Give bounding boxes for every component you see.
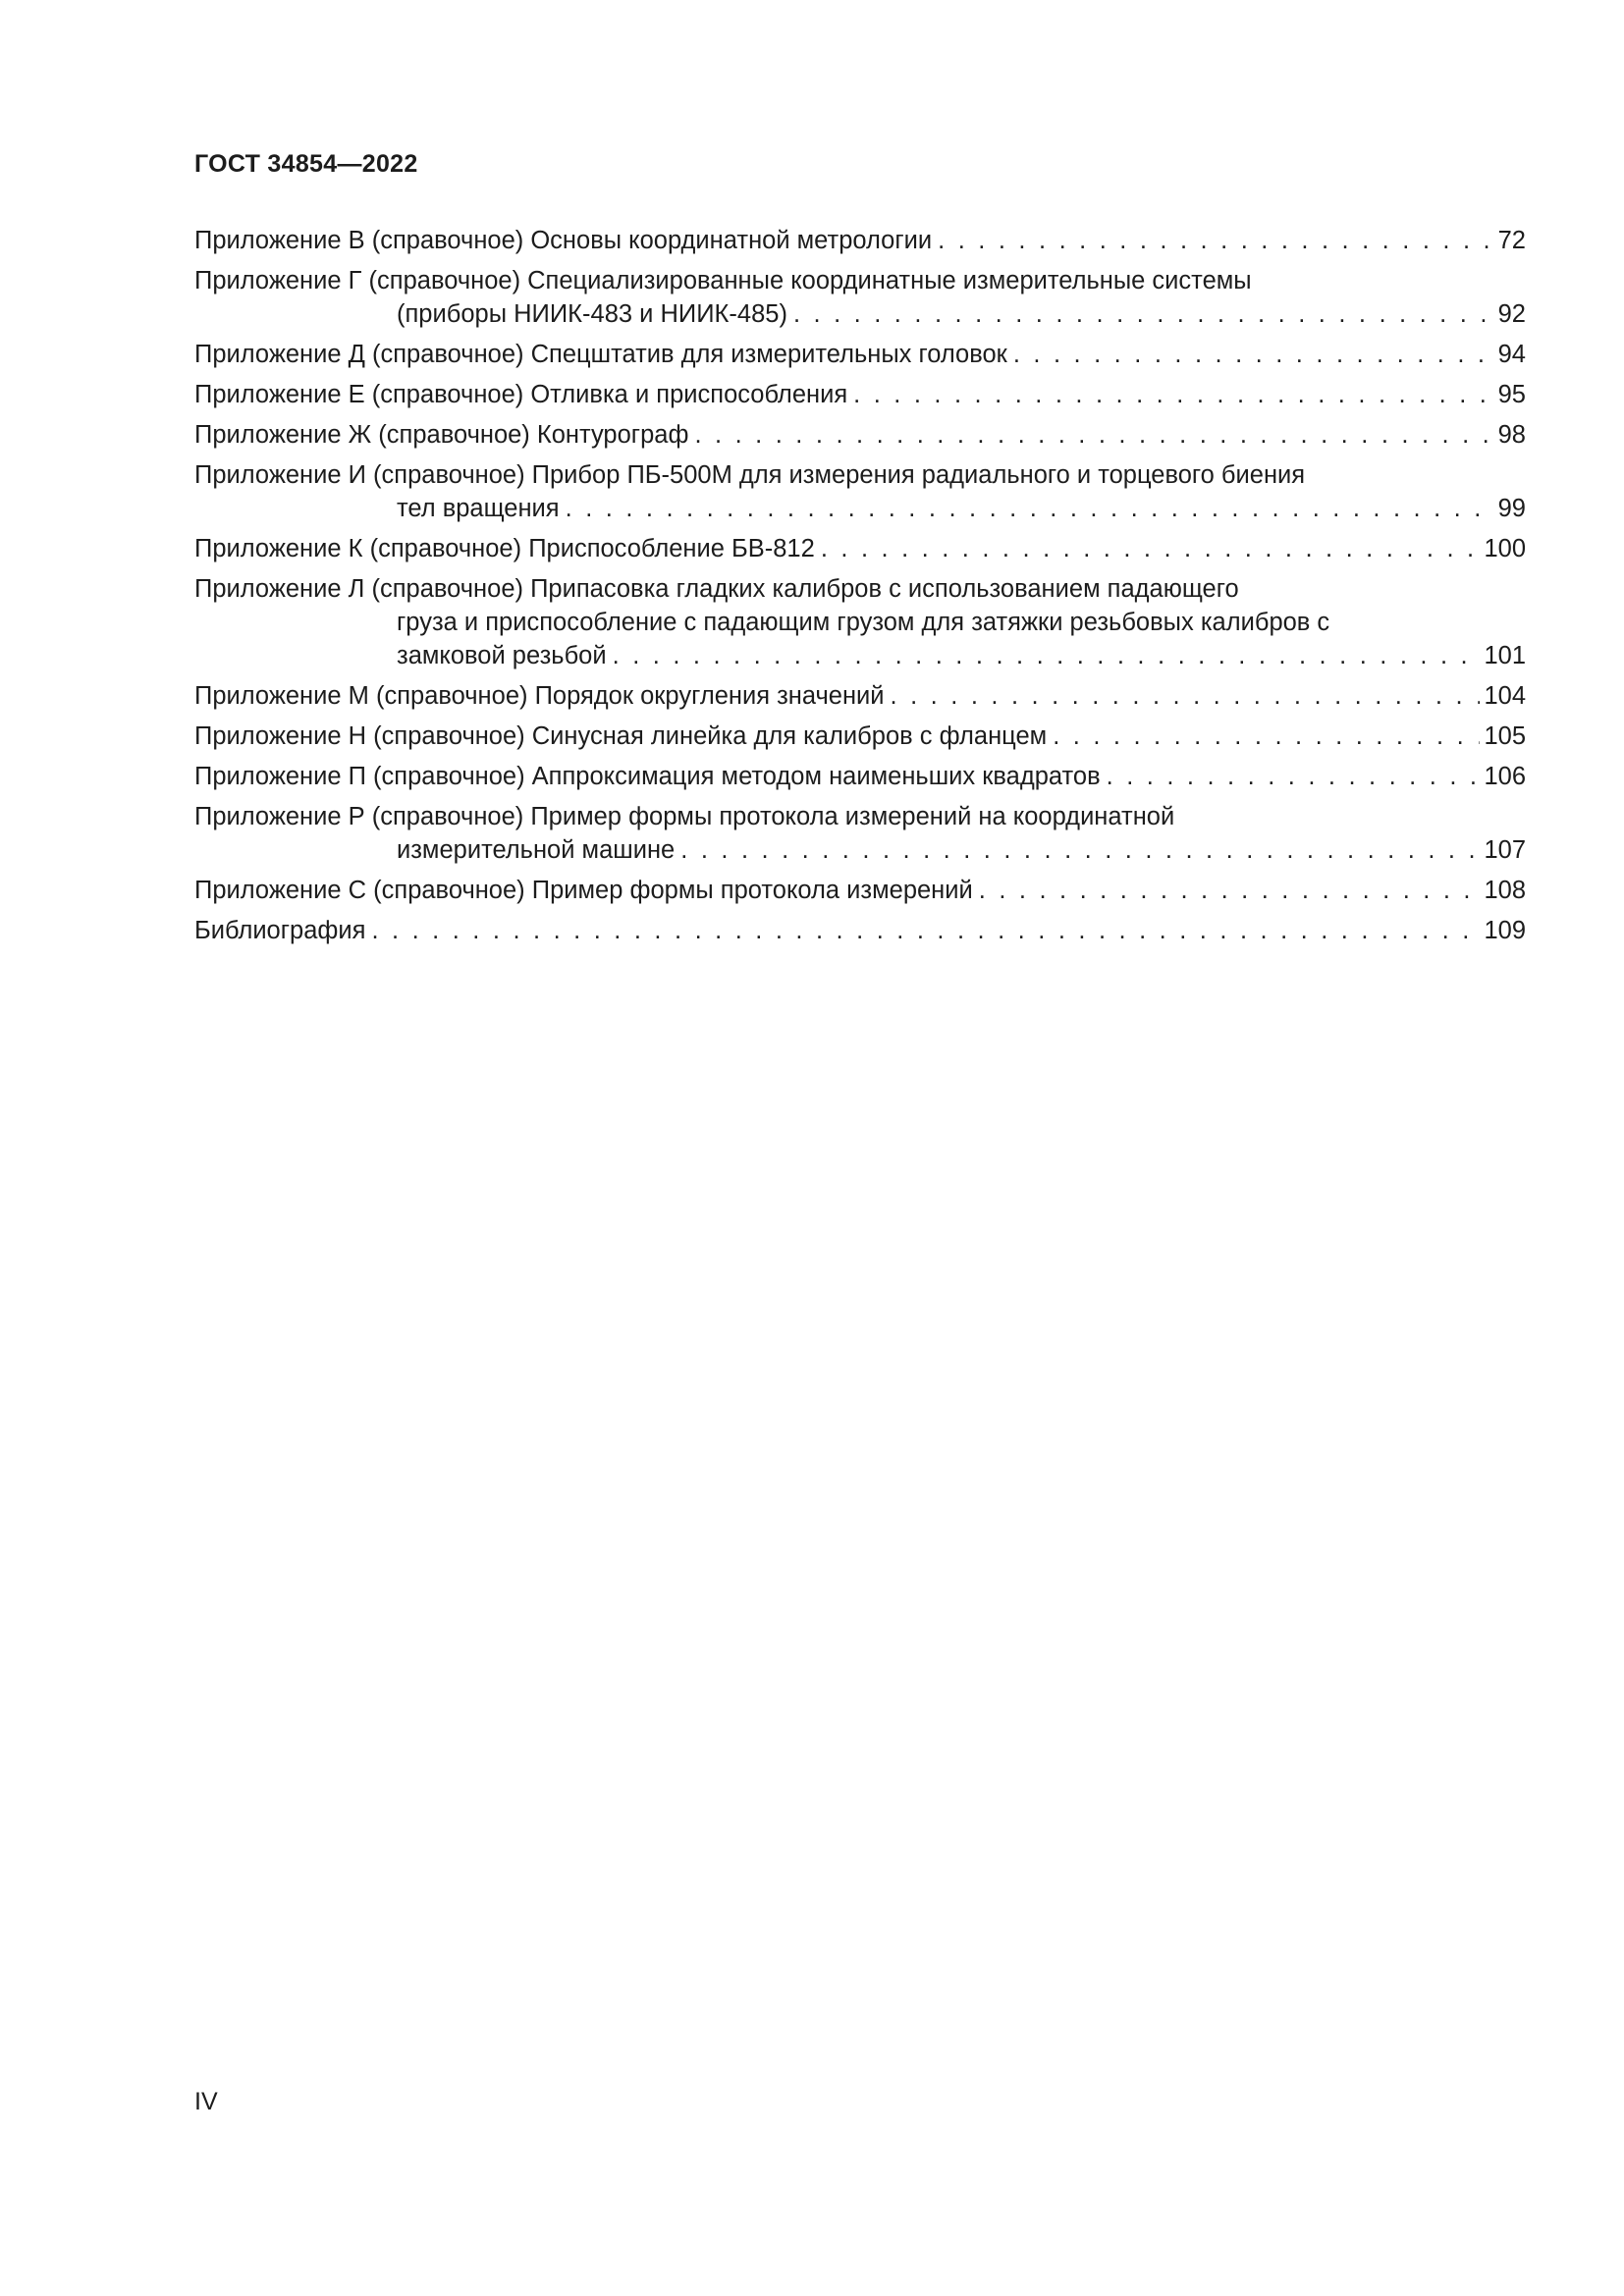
dot-leader bbox=[853, 378, 1493, 411]
toc-entry-text: (приборы НИИК-483 и НИИК-485) bbox=[397, 300, 787, 328]
toc-entry[interactable] bbox=[194, 760, 1526, 793]
toc-entry-text: тел вращения bbox=[397, 495, 560, 522]
toc-entry[interactable] bbox=[194, 338, 1526, 371]
toc-entry-text: замковой резьбой bbox=[397, 642, 607, 669]
toc-entry[interactable] bbox=[194, 378, 1526, 411]
dot-leader bbox=[1107, 760, 1481, 793]
toc-entry-text: Приложение Л (справочное) Припасовка гладких калибров с использованием падающего bbox=[194, 575, 1239, 603]
toc-entry-line bbox=[194, 800, 1526, 833]
toc-page-number: 72 bbox=[1497, 227, 1526, 254]
toc-entry-text: Приложение С (справочное) Пример формы протокола измерений bbox=[194, 877, 973, 904]
roman-page-number: IV bbox=[194, 2088, 218, 2115]
toc-page-number: 109 bbox=[1484, 917, 1526, 944]
toc-entry[interactable] bbox=[194, 874, 1526, 907]
toc-entry-line bbox=[194, 338, 1526, 371]
toc-entry[interactable] bbox=[194, 224, 1526, 257]
toc-entry-line bbox=[194, 264, 1526, 297]
toc-entry[interactable] bbox=[194, 418, 1526, 452]
toc-entry-text: Приложение Г (справочное) Специализированные координатные измерительные системы bbox=[194, 267, 1252, 294]
toc-entry-line bbox=[194, 720, 1526, 753]
toc-page-number: 108 bbox=[1484, 877, 1526, 904]
toc-page-number: 107 bbox=[1484, 836, 1526, 864]
dot-leader bbox=[1053, 720, 1480, 753]
toc-entry-continuation bbox=[194, 639, 1526, 672]
dot-leader bbox=[821, 532, 1481, 565]
toc-entry-line bbox=[194, 914, 1526, 947]
toc-entry-line bbox=[194, 224, 1526, 257]
toc-entry[interactable] bbox=[194, 679, 1526, 713]
toc-entry[interactable] bbox=[194, 720, 1526, 753]
dot-leader bbox=[694, 418, 1493, 452]
toc-entry-continuation bbox=[194, 606, 1526, 639]
toc-entry[interactable] bbox=[194, 532, 1526, 565]
toc-entry[interactable] bbox=[194, 572, 1526, 672]
toc-entry-line bbox=[194, 874, 1526, 907]
toc-entry-text: Библиография bbox=[194, 917, 366, 944]
toc-entry-line bbox=[194, 572, 1526, 606]
standard-title: ГОСТ 34854—2022 bbox=[194, 150, 418, 178]
toc-page-number: 104 bbox=[1484, 682, 1526, 710]
toc-entry-line bbox=[194, 532, 1526, 565]
toc-entry-text: Приложение К (справочное) Приспособление БВ-812 bbox=[194, 535, 815, 562]
toc-entry-continuation bbox=[194, 492, 1526, 525]
page-number-footer bbox=[194, 2088, 218, 2116]
toc-entry-text: Приложение Д (справочное) Спецштатив для измерительных головок bbox=[194, 341, 1007, 368]
toc-entry-text: Приложение Е (справочное) Отливка и приспособления bbox=[194, 381, 848, 408]
toc-entry-text: Приложение Ж (справочное) Контурограф bbox=[194, 421, 689, 449]
toc-entry-continuation bbox=[194, 297, 1526, 331]
dot-leader bbox=[566, 492, 1494, 525]
toc-entry-line bbox=[194, 458, 1526, 492]
toc-page-number: 92 bbox=[1497, 300, 1526, 328]
toc-page-number: 101 bbox=[1484, 642, 1526, 669]
toc-entry-text: Приложение В (справочное) Основы координатной метрологии bbox=[194, 227, 933, 254]
toc-entry-text: груза и приспособление с падающим грузом для затяжки резьбовых калибров с bbox=[397, 609, 1330, 636]
dot-leader bbox=[680, 833, 1480, 867]
toc-entry-continuation bbox=[194, 833, 1526, 867]
dot-leader bbox=[1013, 338, 1494, 371]
toc-entry-text: Приложение М (справочное) Порядок округления значений bbox=[194, 682, 885, 710]
dot-leader bbox=[891, 679, 1481, 713]
toc-entry-text: измерительной машине bbox=[397, 836, 676, 864]
toc-page-number: 100 bbox=[1484, 535, 1526, 562]
dot-leader bbox=[371, 914, 1480, 947]
toc-entry-line bbox=[194, 760, 1526, 793]
toc-page-number: 106 bbox=[1484, 763, 1526, 790]
toc-page-number: 98 bbox=[1497, 421, 1526, 449]
toc-entry[interactable] bbox=[194, 800, 1526, 867]
toc-entry-text: Приложение П (справочное) Аппроксимация методом наименьших квадратов bbox=[194, 763, 1101, 790]
dot-leader bbox=[793, 297, 1494, 331]
dot-leader bbox=[979, 874, 1481, 907]
toc-entry-text: Приложение Н (справочное) Синусная линейка для калибров с фланцем bbox=[194, 722, 1048, 750]
toc-entry-line bbox=[194, 418, 1526, 452]
toc-entry-line bbox=[194, 679, 1526, 713]
toc-entry[interactable] bbox=[194, 914, 1526, 947]
toc-entry-text: Приложение Р (справочное) Пример формы протокола измерений на координатной bbox=[194, 803, 1175, 830]
table-of-contents bbox=[194, 224, 1526, 954]
dot-leader bbox=[938, 224, 1493, 257]
toc-entry[interactable] bbox=[194, 264, 1526, 331]
toc-page-number: 105 bbox=[1484, 722, 1526, 750]
toc-page-number: 94 bbox=[1497, 341, 1526, 368]
toc-entry-text: Приложение И (справочное) Прибор ПБ-500М для измерения радиального и торцевого биения bbox=[194, 461, 1306, 489]
document-header bbox=[194, 150, 418, 179]
toc-entry[interactable] bbox=[194, 458, 1526, 525]
toc-page-number: 95 bbox=[1497, 381, 1526, 408]
toc-page-number: 99 bbox=[1497, 495, 1526, 522]
toc-entry-line bbox=[194, 378, 1526, 411]
dot-leader bbox=[613, 639, 1481, 672]
